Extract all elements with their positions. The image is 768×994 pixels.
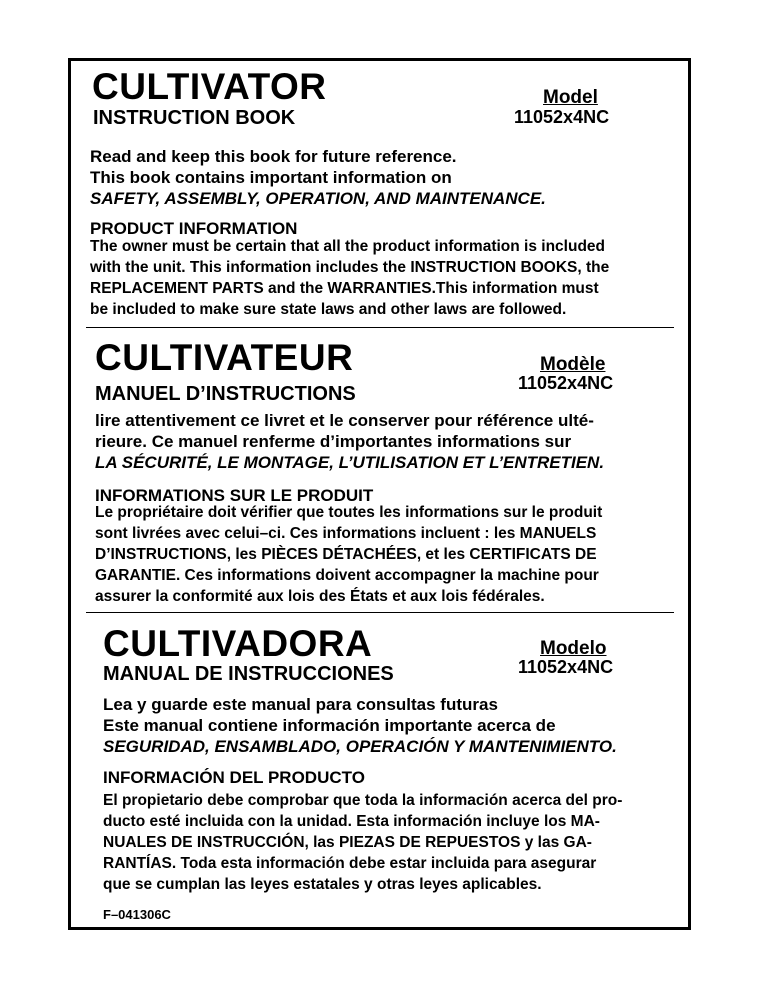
spanish-product-line: RANTÍAS. Toda esta información debe estar incluida para asegurar — [103, 855, 597, 872]
section-divider — [86, 612, 674, 613]
english-intro-line: Read and keep this book for future reference. — [90, 147, 457, 166]
spanish-intro-emphasis: SEGURIDAD, ENSAMBLADO, OPERACIÓN Y MANTENIMIENTO. — [103, 737, 617, 756]
english-intro-emphasis: SAFETY, ASSEMBLY, OPERATION, AND MAINTENANCE. — [90, 189, 546, 208]
english-product-text — [90, 236, 685, 320]
french-subtitle: MANUEL D’INSTRUCTIONS — [95, 383, 356, 405]
french-product-line: Le propriétaire doit vérifier que toutes les informations sur le produit — [95, 504, 603, 521]
english-model-number: 11052x4NC — [514, 107, 610, 127]
english-model-label: Model — [543, 87, 598, 108]
spanish-product-line: que se cumplan las leyes estatales y otras leyes aplicables. — [103, 876, 542, 893]
english-product-line: The owner must be certain that all the product information is included — [90, 238, 605, 255]
form-code: F–041306C — [103, 907, 171, 922]
french-intro-emphasis: LA SÉCURITÉ, LE MONTAGE, L’UTILISATION ET L’ENTRETIEN. — [95, 453, 605, 472]
english-subtitle: INSTRUCTION BOOK — [93, 107, 296, 129]
english-intro — [90, 146, 680, 209]
spanish-subtitle: MANUAL DE INSTRUCCIONES — [103, 663, 394, 685]
spanish-model-label: Modelo — [540, 638, 607, 659]
french-product-text — [95, 502, 685, 607]
spanish-intro-line: Lea y guarde este manual para consultas futuras — [103, 695, 498, 714]
spanish-product-heading: INFORMACIÓN DEL PRODUCTO — [103, 768, 365, 787]
french-title: CULTIVATEUR — [95, 337, 354, 378]
spanish-title: CULTIVADORA — [103, 623, 373, 664]
french-intro-line: rieure. Ce manuel renferme d’importantes informations sur — [95, 432, 572, 451]
french-model-number: 11052x4NC — [518, 373, 614, 393]
french-model-label: Modèle — [540, 354, 606, 375]
english-intro-line: This book contains important information on — [90, 168, 452, 187]
french-intro-line: lire attentivement ce livret et le conserver pour référence ulté- — [95, 411, 594, 430]
spanish-intro-line: Este manual contiene información importante acerca de — [103, 716, 556, 735]
french-product-heading: INFORMATIONS SUR LE PRODUIT — [95, 486, 374, 505]
english-product-heading: PRODUCT INFORMATION — [90, 219, 298, 238]
french-product-line: GARANTIE. Ces informations doivent accompagner la machine pour — [95, 567, 599, 584]
french-product-line: sont livrées avec celui–ci. Ces informations incluent : les MANUELS — [95, 525, 597, 542]
english-title: CULTIVATOR — [92, 66, 327, 107]
english-product-line: with the unit. This information includes the INSTRUCTION BOOKS, the — [90, 259, 610, 276]
spanish-product-line: El propietario debe comprobar que toda la información acerca del pro- — [103, 792, 623, 809]
french-intro — [95, 410, 685, 473]
english-product-line: REPLACEMENT PARTS and the WARRANTIES.This information must — [90, 280, 599, 297]
spanish-product-line: ducto esté incluida con la unidad. Esta información incluye los MA- — [103, 813, 600, 830]
english-product-line: be included to make sure state laws and other laws are followed. — [90, 301, 567, 318]
spanish-product-line: NUALES DE INSTRUCCIÓN, las PIEZAS DE REPUESTOS y las GA- — [103, 834, 592, 851]
french-product-line: assurer la conformité aux lois des États et aux lois fédérales. — [95, 588, 545, 605]
french-product-line: D’INSTRUCTIONS, les PIÈCES DÉTACHÉES, et les CERTIFICATS DE — [95, 546, 597, 563]
spanish-product-text — [103, 790, 688, 895]
spanish-intro — [103, 694, 688, 757]
spanish-model-number: 11052x4NC — [518, 657, 614, 677]
section-divider — [86, 327, 674, 328]
